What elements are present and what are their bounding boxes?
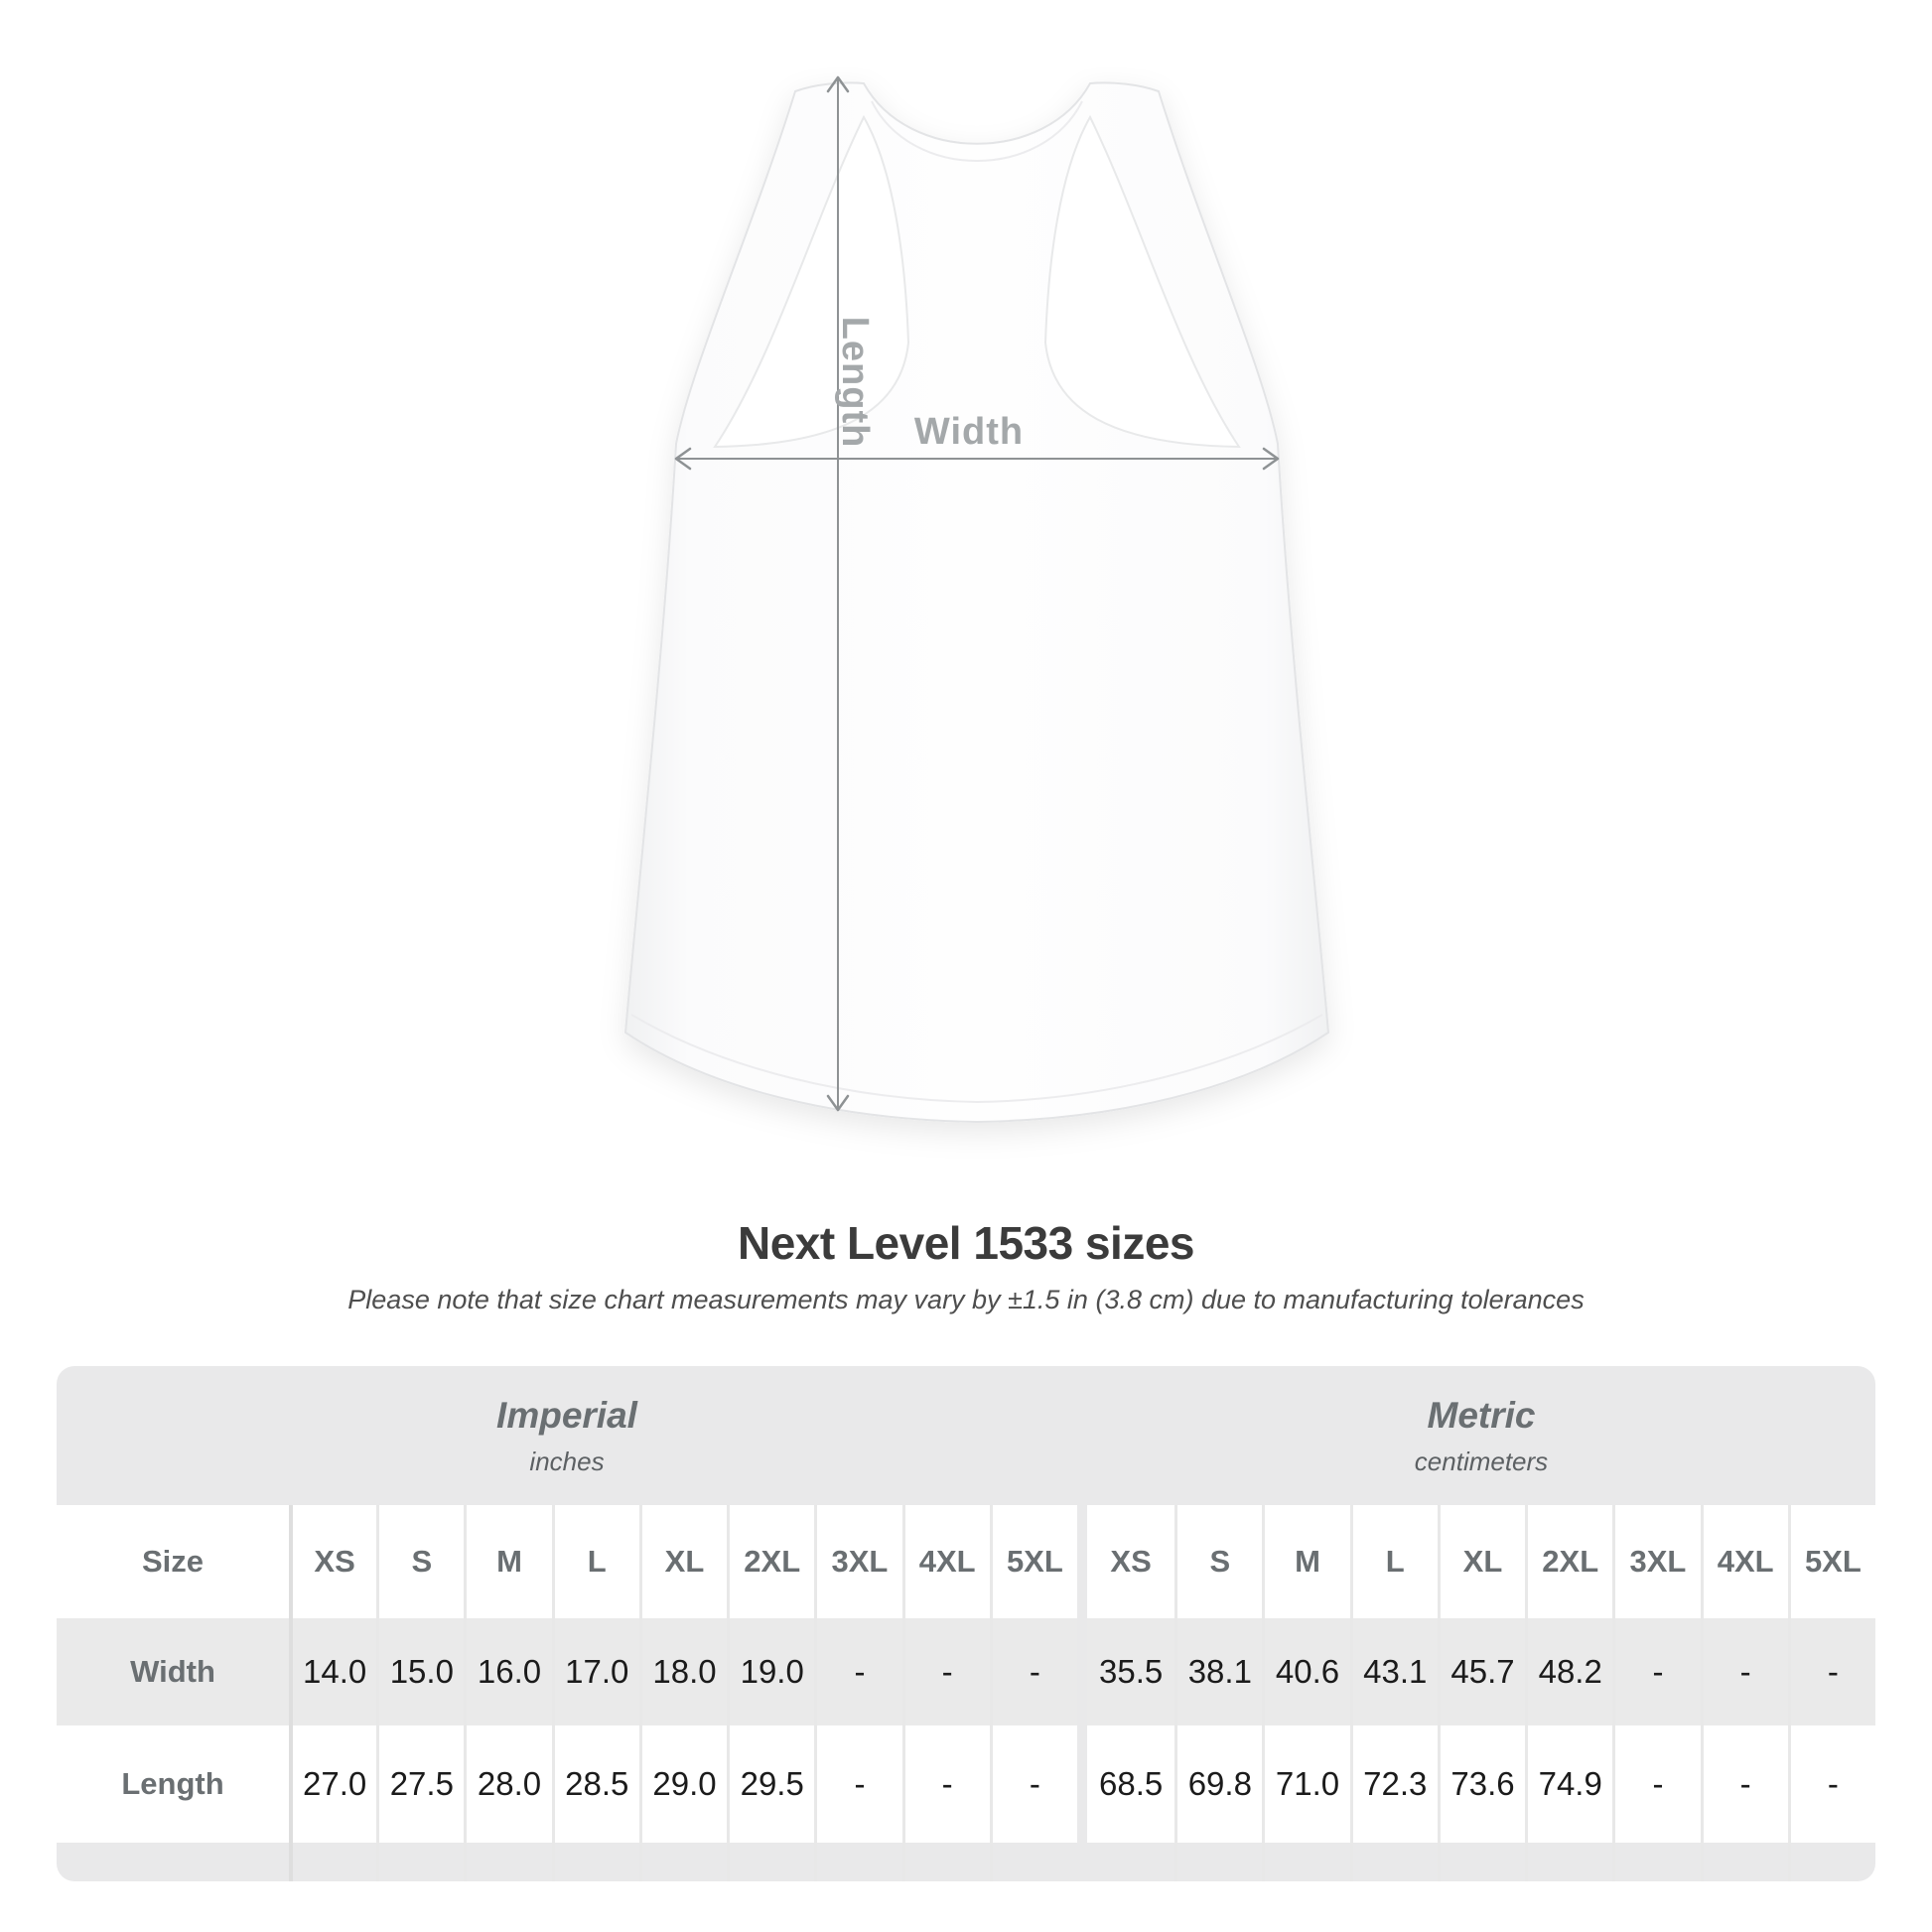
size-header-cell: XS: [1110, 1544, 1152, 1579]
value-cell: 17.0: [552, 1618, 639, 1725]
size-header-cell: XS: [289, 1505, 376, 1618]
page-title: Next Level 1533 sizes: [737, 1217, 1195, 1269]
section-gap: [1077, 1618, 1087, 1725]
size-header-cell: 2XL: [1525, 1505, 1612, 1618]
size-header-cell: M: [1262, 1505, 1349, 1618]
size-header-row: [57, 1505, 1875, 1618]
value-cell: 68.5: [1098, 1765, 1164, 1802]
value-cell: [990, 1843, 1077, 1881]
size-header-cell: 3XL: [814, 1505, 901, 1618]
value-cell: 43.1: [1350, 1618, 1438, 1725]
value-cell: [464, 1843, 551, 1881]
section-gap: [1077, 1725, 1087, 1843]
value-cell: 74.9: [1525, 1725, 1612, 1843]
size-header-cell: 5XL: [1788, 1505, 1875, 1618]
value-cell: [1350, 1843, 1438, 1881]
value-cell: 29.0: [639, 1725, 727, 1843]
value-cell: -: [1788, 1618, 1875, 1725]
value-cell: 71.0: [1262, 1725, 1349, 1843]
size-header-cell: 5XL: [990, 1505, 1077, 1618]
size-header-cell: XL: [639, 1505, 727, 1618]
size-header-cell: L: [552, 1505, 639, 1618]
table-row-length: [57, 1725, 1875, 1843]
value-cell: [1174, 1843, 1262, 1881]
value-cell: -: [814, 1618, 901, 1725]
heading: [0, 1217, 1932, 1316]
unit-section-imperial: [57, 1366, 1077, 1505]
table-footer-row: [57, 1843, 1875, 1881]
value-cell: -: [814, 1725, 901, 1843]
row-label: Length: [121, 1766, 224, 1801]
value-cell: 16.0: [464, 1618, 551, 1725]
value-cell: [814, 1843, 901, 1881]
size-header-cell: XL: [1438, 1505, 1525, 1618]
value-cell: -: [1701, 1618, 1788, 1725]
value-cell: -: [990, 1725, 1077, 1843]
size-chart-table: [57, 1366, 1875, 1881]
value-cell: 14.0: [289, 1618, 376, 1725]
value-cell: 69.8: [1174, 1725, 1262, 1843]
size-header-cell: L: [1350, 1505, 1438, 1618]
value-cell: 18.0: [639, 1618, 727, 1725]
section-gap: [1077, 1843, 1087, 1881]
value-cell: 72.3: [1350, 1725, 1438, 1843]
value-cell: [1701, 1843, 1788, 1881]
value-cell: 73.6: [1438, 1725, 1525, 1843]
value-cell: 27.0: [289, 1725, 376, 1843]
value-cell: [1262, 1843, 1349, 1881]
metric-subtitle: centimeters: [1414, 1446, 1549, 1476]
value-cell: 38.1: [1174, 1618, 1262, 1725]
value-cell: -: [902, 1618, 990, 1725]
table-row-width: [57, 1618, 1875, 1725]
value-cell: -: [1701, 1725, 1788, 1843]
value-cell: -: [990, 1618, 1077, 1725]
size-header-cell: M: [464, 1505, 551, 1618]
value-cell: -: [902, 1725, 990, 1843]
size-header-cell: S: [1174, 1505, 1262, 1618]
tank-top-silhouette: [625, 82, 1328, 1122]
imperial-subtitle: inches: [529, 1446, 605, 1476]
row-label: [57, 1843, 289, 1881]
value-cell: 19.0: [727, 1618, 814, 1725]
value-cell: 27.5: [376, 1725, 464, 1843]
size-header-cell: 4XL: [1701, 1505, 1788, 1618]
value-cell: 48.2: [1525, 1618, 1612, 1725]
value-cell: [1525, 1843, 1612, 1881]
value-cell: [1612, 1843, 1700, 1881]
value-cell: [1087, 1843, 1174, 1881]
value-cell: [902, 1843, 990, 1881]
value-cell: 45.7: [1438, 1618, 1525, 1725]
size-header-cell: 3XL: [1612, 1505, 1700, 1618]
value-cell: [552, 1843, 639, 1881]
value-cell: [1788, 1843, 1875, 1881]
value-cell: -: [1788, 1725, 1875, 1843]
value-cell: [289, 1843, 376, 1881]
size-grid: [57, 1505, 1875, 1881]
size-header-cell: 2XL: [727, 1505, 814, 1618]
row-label: Width: [130, 1654, 215, 1689]
imperial-label: Imperial: [496, 1394, 637, 1436]
size-header-cell: 4XL: [902, 1505, 990, 1618]
value-cell: 28.5: [552, 1725, 639, 1843]
value-cell: -: [1612, 1725, 1700, 1843]
value-cell: 15.0: [376, 1618, 464, 1725]
value-cell: [639, 1843, 727, 1881]
section-gap: [1077, 1505, 1087, 1618]
value-cell: 29.5: [727, 1725, 814, 1843]
value-cell: [1438, 1843, 1525, 1881]
value-cell: [376, 1843, 464, 1881]
value-cell: 40.6: [1262, 1618, 1349, 1725]
width-label: Width: [913, 411, 1025, 453]
size-column-header: Size: [141, 1544, 205, 1579]
length-label: Length: [834, 316, 876, 449]
value-cell: [727, 1843, 814, 1881]
value-cell: 35.5: [1098, 1653, 1164, 1690]
size-header-cell: S: [376, 1505, 464, 1618]
unit-band: [57, 1366, 1875, 1505]
unit-section-metric: [1087, 1366, 1875, 1505]
tolerance-note: Please note that size chart measurements may vary by ±1.5 in (3.8 cm) due to manufacturing tolerances: [347, 1285, 1585, 1314]
value-cell: 28.0: [464, 1725, 551, 1843]
value-cell: -: [1612, 1618, 1700, 1725]
metric-label: Metric: [1427, 1394, 1536, 1436]
